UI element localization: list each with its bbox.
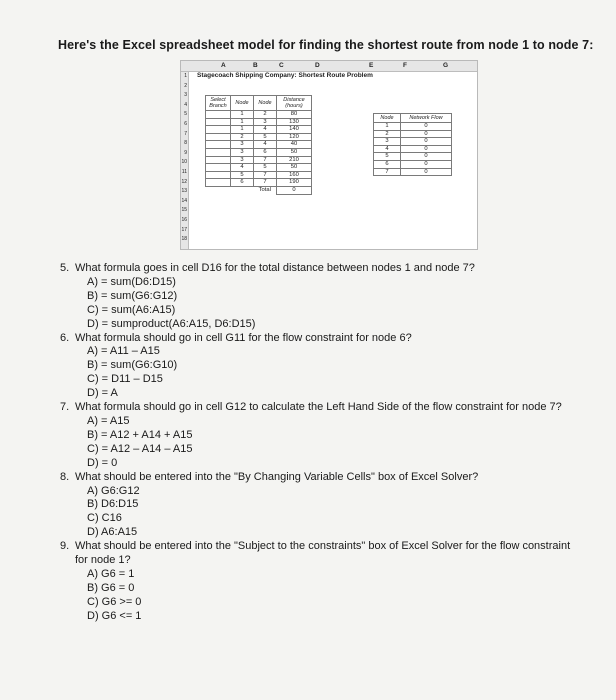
table-row <box>206 156 312 164</box>
row-number: 5 <box>184 111 187 118</box>
row-number: 12 <box>181 178 187 185</box>
question-text: What formula should go in cell G12 to calculate the Left Hand Side of the flow constraint for node 7? <box>75 401 562 414</box>
row-number-column <box>181 72 189 249</box>
select-cell[interactable] <box>206 148 231 156</box>
table-cell: 7 <box>254 171 277 179</box>
total-value: 0 <box>277 186 312 194</box>
answer-option: B) = sum(G6:G10) <box>87 359 178 372</box>
table-row <box>374 153 452 161</box>
table-row <box>206 141 312 149</box>
answer-option: A) = A11 – A15 <box>87 345 160 358</box>
question-item <box>60 262 580 332</box>
answer-option: D) = 0 <box>87 456 118 469</box>
table-row <box>374 145 452 153</box>
row-number: 17 <box>181 226 187 233</box>
table-row <box>374 138 452 146</box>
row-number: 2 <box>184 82 187 89</box>
question-text: What should be entered into the "Subject to the constraints" box of Excel Solver for the flow constraint for node 1? <box>75 540 571 567</box>
question-number: 6. <box>60 331 70 344</box>
column-letter: A <box>221 62 226 69</box>
table-cell: 3 <box>231 148 254 156</box>
question-item <box>60 332 580 402</box>
row-number: 18 <box>181 236 187 243</box>
table-cell: 4 <box>254 141 277 149</box>
table-cell: 5 <box>231 171 254 179</box>
question-text: What should be entered into the "By Changing Variable Cells" box of Excel Solver? <box>75 470 479 483</box>
question-number: 7. <box>60 401 70 414</box>
answer-option: A) G6 = 1 <box>87 567 135 580</box>
row-number: 15 <box>181 207 187 214</box>
column-letter: G <box>443 62 449 69</box>
table-cell: 40 <box>277 141 312 149</box>
node-cell: 5 <box>374 153 401 161</box>
table-cell: 5 <box>254 133 277 141</box>
column-letter: B <box>253 62 258 69</box>
table-cell: 4 <box>254 126 277 134</box>
table-cell: 50 <box>277 164 312 172</box>
question-number: 5. <box>60 262 70 274</box>
answer-option: B) D6:D15 <box>87 498 139 511</box>
table-cell: 210 <box>277 156 312 164</box>
flow-cell: 0 <box>401 130 452 138</box>
column-header-bar <box>181 61 477 72</box>
select-cell[interactable] <box>206 133 231 141</box>
table-row <box>206 126 312 134</box>
answer-option: A) = A15 <box>87 414 130 427</box>
header-cell: Node <box>254 96 277 111</box>
column-letter: E <box>369 62 374 69</box>
table-cell: 7 <box>254 156 277 164</box>
header-cell: Node <box>231 96 254 111</box>
table-row <box>374 160 452 168</box>
row-number: 16 <box>181 216 187 223</box>
row-number: 7 <box>184 130 187 137</box>
header-cell: Node <box>374 114 401 123</box>
table-cell: 3 <box>254 118 277 126</box>
answer-option: B) = A12 + A14 + A15 <box>87 428 193 441</box>
answer-option: D) A6:A15 <box>87 526 138 539</box>
table-cell: 50 <box>277 148 312 156</box>
question-text: What formula should go in cell G11 for the flow constraint for node 6? <box>75 331 412 344</box>
sheet-title: Stagecoach Shipping Company: Shortest Route Problem <box>197 72 373 79</box>
flow-cell: 0 <box>401 160 452 168</box>
table-cell: 120 <box>277 133 312 141</box>
answer-option: C) G6 >= 0 <box>87 595 142 608</box>
intro-text: Here's the Excel spreadsheet model for finding the shortest route from node 1 to node 7: <box>58 38 594 52</box>
question-item <box>60 401 580 471</box>
select-cell[interactable] <box>206 156 231 164</box>
node-cell: 7 <box>374 168 401 176</box>
select-cell[interactable] <box>206 164 231 172</box>
row-number: 6 <box>184 120 187 127</box>
column-letter: F <box>403 62 407 69</box>
table-cell: 160 <box>277 171 312 179</box>
row-number: 3 <box>184 92 187 99</box>
table-row <box>206 171 312 179</box>
total-row <box>206 186 312 194</box>
table-cell: 190 <box>277 179 312 187</box>
table-cell: 140 <box>277 126 312 134</box>
table-cell: 6 <box>231 179 254 187</box>
answer-option: C) = A12 – A14 – A15 <box>87 442 193 455</box>
table-row <box>374 123 452 131</box>
question-list <box>60 262 580 624</box>
node-cell: 3 <box>374 138 401 146</box>
table-row <box>206 118 312 126</box>
question-item <box>60 471 580 541</box>
node-cell: 6 <box>374 160 401 168</box>
node-cell: 2 <box>374 130 401 138</box>
row-number: 9 <box>184 149 187 156</box>
answer-option: B) = sum(G6:G12) <box>87 289 178 302</box>
answer-option: B) G6 = 0 <box>87 581 135 594</box>
table-cell: 1 <box>231 111 254 119</box>
answer-option: C) C16 <box>87 512 122 525</box>
flow-cell: 0 <box>401 145 452 153</box>
table-row <box>374 168 452 176</box>
select-cell[interactable] <box>206 141 231 149</box>
header-cell: Distance (hours) <box>277 96 312 111</box>
table-cell: 3 <box>231 141 254 149</box>
table-cell: 7 <box>254 179 277 187</box>
answer-option: A) = sum(D6:D15) <box>87 275 176 288</box>
column-letter: D <box>315 62 320 69</box>
node-cell: 1 <box>374 123 401 131</box>
answer-option: C) = D11 – D15 <box>87 373 163 386</box>
select-cell[interactable] <box>206 171 231 179</box>
total-label: Total <box>258 187 271 194</box>
row-number: 1 <box>184 73 187 79</box>
flow-cell: 0 <box>401 168 452 176</box>
question-text: What formula goes in cell D16 for the total distance between nodes 1 and node 7? <box>75 262 475 274</box>
answer-option: C) = sum(A6:A15) <box>87 303 176 316</box>
row-number: 13 <box>181 188 187 195</box>
spreadsheet-image <box>180 60 478 250</box>
table-row <box>374 130 452 138</box>
table-cell: 5 <box>254 164 277 172</box>
table-cell: 80 <box>277 111 312 119</box>
answer-option: D) G6 <= 1 <box>87 609 142 622</box>
table-cell: 6 <box>254 148 277 156</box>
select-cell[interactable] <box>206 126 231 134</box>
table-row <box>206 111 312 119</box>
node-flow-table <box>373 113 452 176</box>
table-cell: 2 <box>254 111 277 119</box>
table-cell: 2 <box>231 133 254 141</box>
route-table <box>205 95 312 195</box>
table-cell: 3 <box>231 156 254 164</box>
row-number: 14 <box>181 197 187 204</box>
table-row <box>206 133 312 141</box>
flow-cell: 0 <box>401 123 452 131</box>
route-table-header <box>206 96 312 111</box>
question-number: 8. <box>60 470 70 483</box>
row-number: 10 <box>181 159 187 166</box>
node-table-header <box>374 114 452 123</box>
flow-cell: 0 <box>401 153 452 161</box>
empty-cell <box>231 186 254 194</box>
answer-option: D) = sumproduct(A6:A15, D6:D15) <box>87 317 256 330</box>
flow-cell: 0 <box>401 138 452 146</box>
select-cell[interactable] <box>206 179 231 187</box>
select-cell[interactable] <box>206 111 231 119</box>
table-cell: 130 <box>277 118 312 126</box>
table-row <box>206 179 312 187</box>
empty-cell <box>206 186 231 194</box>
question-item <box>60 540 580 623</box>
answer-option: A) G6:G12 <box>87 484 140 497</box>
table-cell: 1 <box>231 118 254 126</box>
row-number: 8 <box>184 140 187 147</box>
column-letter: C <box>279 62 284 69</box>
row-number: 11 <box>181 168 187 175</box>
table-cell: 4 <box>231 164 254 172</box>
row-number: 4 <box>184 101 187 108</box>
table-row <box>206 148 312 156</box>
table-cell: 1 <box>231 126 254 134</box>
node-cell: 4 <box>374 145 401 153</box>
select-cell[interactable] <box>206 118 231 126</box>
header-cell: Select Branch <box>206 96 231 111</box>
question-number: 9. <box>60 540 70 553</box>
table-row <box>206 164 312 172</box>
header-cell: Network Flow <box>401 114 452 123</box>
answer-option: D) = A <box>87 387 118 400</box>
